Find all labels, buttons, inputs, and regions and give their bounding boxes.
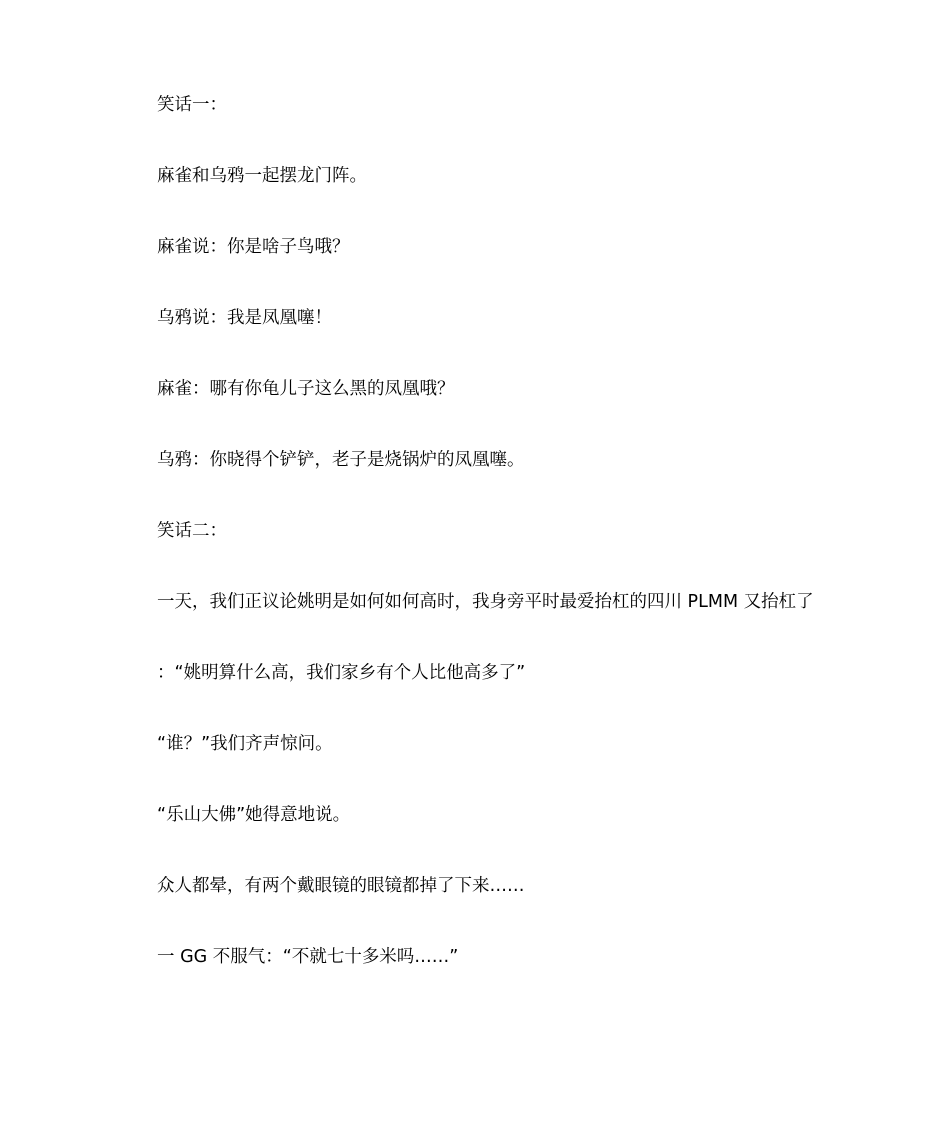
paragraph-line: 乌鸦：你晓得个铲铲，老子是烧锅炉的凤凰噻。 xyxy=(157,450,525,470)
paragraph-line: “谁？”我们齐声惊问。 xyxy=(157,734,333,754)
paragraph-line-continuation: ：“姚明算什么高，我们家乡有个人比他高多了” xyxy=(157,663,526,683)
paragraph-line: 众人都晕，有两个戴眼镜的眼镜都掉了下来…… xyxy=(157,876,525,896)
paragraph-line: 一 GG 不服气：“不就七十多米吗……” xyxy=(157,947,459,967)
paragraph-line: 麻雀说：你是啥子鸟哦？ xyxy=(157,237,350,257)
heading-joke-one: 笑话一： xyxy=(157,95,227,115)
paragraph-line: 麻雀和乌鸦一起摆龙门阵。 xyxy=(157,166,367,186)
paragraph-line: 一天，我们正议论姚明是如何如何高时，我身旁平时最爱抬杠的四川 PLMM 又抬杠了 xyxy=(157,592,814,612)
heading-joke-two: 笑话二： xyxy=(157,521,227,541)
paragraph-line: “乐山大佛”她得意地说。 xyxy=(157,805,351,825)
paragraph-line: 乌鸦说：我是凤凰噻！ xyxy=(157,308,332,328)
document-body xyxy=(157,92,857,1015)
paragraph-line: 麻雀：哪有你龟儿子这么黑的凤凰哦？ xyxy=(157,379,455,399)
